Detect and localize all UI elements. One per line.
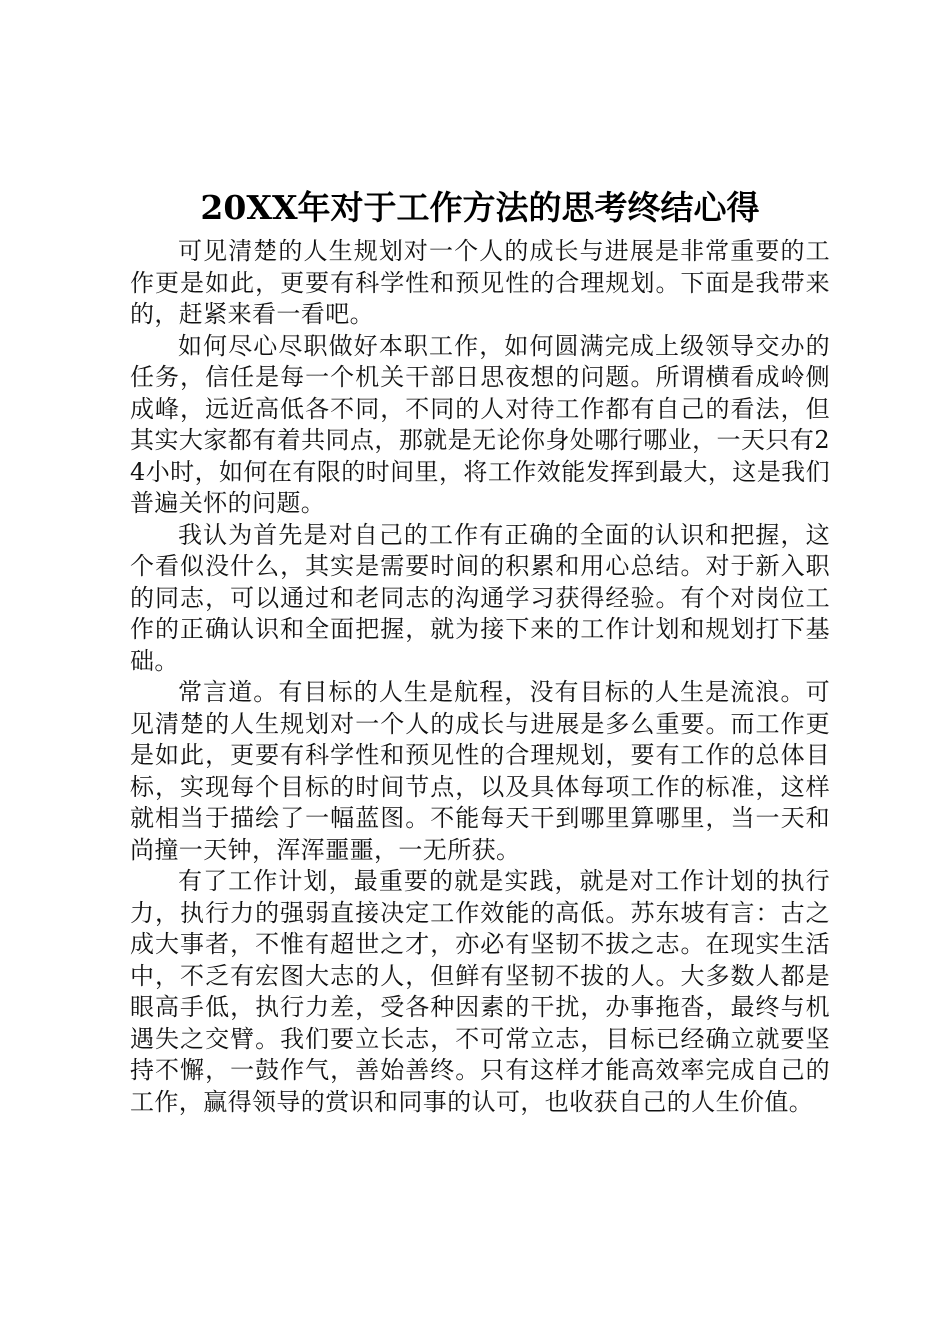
paragraph-planning: 常言道。有目标的人生是航程，没有目标的人生是流浪。可见清楚的人生规划对一个人的成长与进展是多么重要。而工作更是如此，更要有科学性和预见性的合理规划，要有工作的总体目标，实现每个目标的时间节点，以及具体每项工作的标准，这样就相当于描绘了一幅蓝图。不能每天干到哪里算哪里，当一天和尚撞一天钟，浑浑噩噩，一无所获。 [130,678,830,864]
paragraph-understanding: 我认为首先是对自己的工作有正确的全面的认识和把握，这个看似没什么，其实是需要时间的积累和用心总结。对于新入职的同志，可以通过和老同志的沟通学习获得经验。有个对岗位工作的正确认识和全面把握，就为接下来的工作计划和规划打下基础。 [130,520,830,675]
paragraph-intro: 可见清楚的人生规划对一个人的成长与进展是非常重要的工作更是如此，更要有科学性和预见性的合理规划。下面是我带来的，赶紧来看一看吧。 [130,237,830,328]
document-title: 20XX年对于工作方法的思考终结心得 [200,188,760,227]
paragraph-execution: 有了工作计划，最重要的就是实践，就是对工作计划的执行力，执行力的强弱直接决定工作效能的高低。苏东坡有言：古之成大事者，不惟有超世之才，亦必有坚韧不拔之志。在现实生活中，不乏有宏图大志的人，但鲜有坚韧不拔的人。大多数人都是眼高手低，执行力差，受各种因素的干扰，办事拖沓，最终与机遇失之交臂。我们要立长志，不可常立志，目标已经确立就要坚持不懈，一鼓作气，善始善终。只有这样才能高效率完成自己的工作，赢得领导的赏识和同事的认可，也收获自己的人生价值。 [130,867,830,1116]
document-body [130,186,830,1118]
paragraph-duty: 如何尽心尽职做好本职工作，如何圆满完成上级领导交办的任务，信任是每一个机关干部日思夜想的问题。所谓横看成岭侧成峰，远近高低各不同，不同的人对待工作都有自己的看法，但其实大家都有着共同点，那就是无论你身处哪行哪业，一天只有24小时，如何在有限的时间里，将工作效能发挥到最大，这是我们普遍关怀的问题。 [130,331,830,517]
